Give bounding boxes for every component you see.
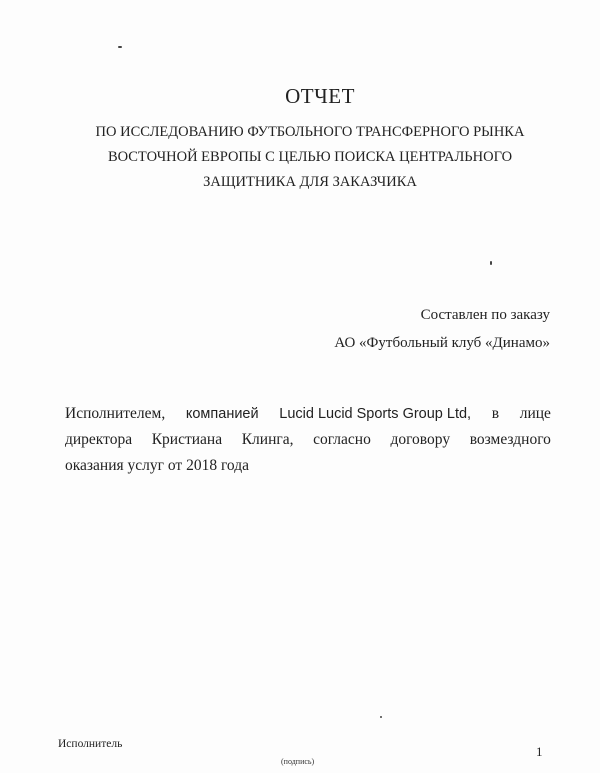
scan-speck xyxy=(118,46,122,48)
footer-performer-label: Исполнитель xyxy=(58,738,123,750)
performer-word: лице xyxy=(519,405,551,422)
document-title: ОТЧЕТ xyxy=(285,84,355,108)
performer-word: согласно xyxy=(313,431,371,448)
prepared-for-line: Составлен по заказу xyxy=(420,307,550,323)
document-subtitle xyxy=(60,120,560,195)
prepared-for-block xyxy=(334,301,550,357)
subtitle-line: ПО ИССЛЕДОВАНИЮ ФУТБОЛЬНОГО ТРАНСФЕРНОГО РЫНКА xyxy=(95,124,525,140)
performer-word: директора xyxy=(65,431,133,448)
performer-word: договору xyxy=(390,431,451,448)
performer-word: возмездного xyxy=(469,431,551,448)
performer-word: компанией xyxy=(185,406,259,422)
performer-line-1 xyxy=(65,401,551,427)
performer-line-2 xyxy=(65,427,551,453)
scan-speck xyxy=(380,716,382,718)
performer-word: в xyxy=(491,405,500,422)
performer-paragraph xyxy=(65,401,551,479)
footer-signature-label: (подпись) xyxy=(281,757,315,766)
performer-word: Исполнителем, xyxy=(65,405,166,422)
company-name: Lucid Lucid Sports Group Ltd, xyxy=(279,406,472,422)
subtitle-line: ЗАЩИТНИКА ДЛЯ ЗАКАЗЧИКА xyxy=(203,174,417,190)
scan-speck xyxy=(490,261,492,265)
performer-line-3 xyxy=(65,453,551,479)
client-name: АО «Футбольный клуб «Динамо» xyxy=(334,335,550,351)
page-number: 1 xyxy=(536,744,543,759)
subtitle-line: ВОСТОЧНОЙ ЕВРОПЫ С ЦЕЛЬЮ ПОИСКА ЦЕНТРАЛЬНОГО xyxy=(107,149,513,165)
director-last-name: Клинга, xyxy=(241,431,294,448)
contract-date-text: оказания услуг от 2018 года xyxy=(65,457,249,474)
director-first-name: Кристиана xyxy=(151,431,223,448)
